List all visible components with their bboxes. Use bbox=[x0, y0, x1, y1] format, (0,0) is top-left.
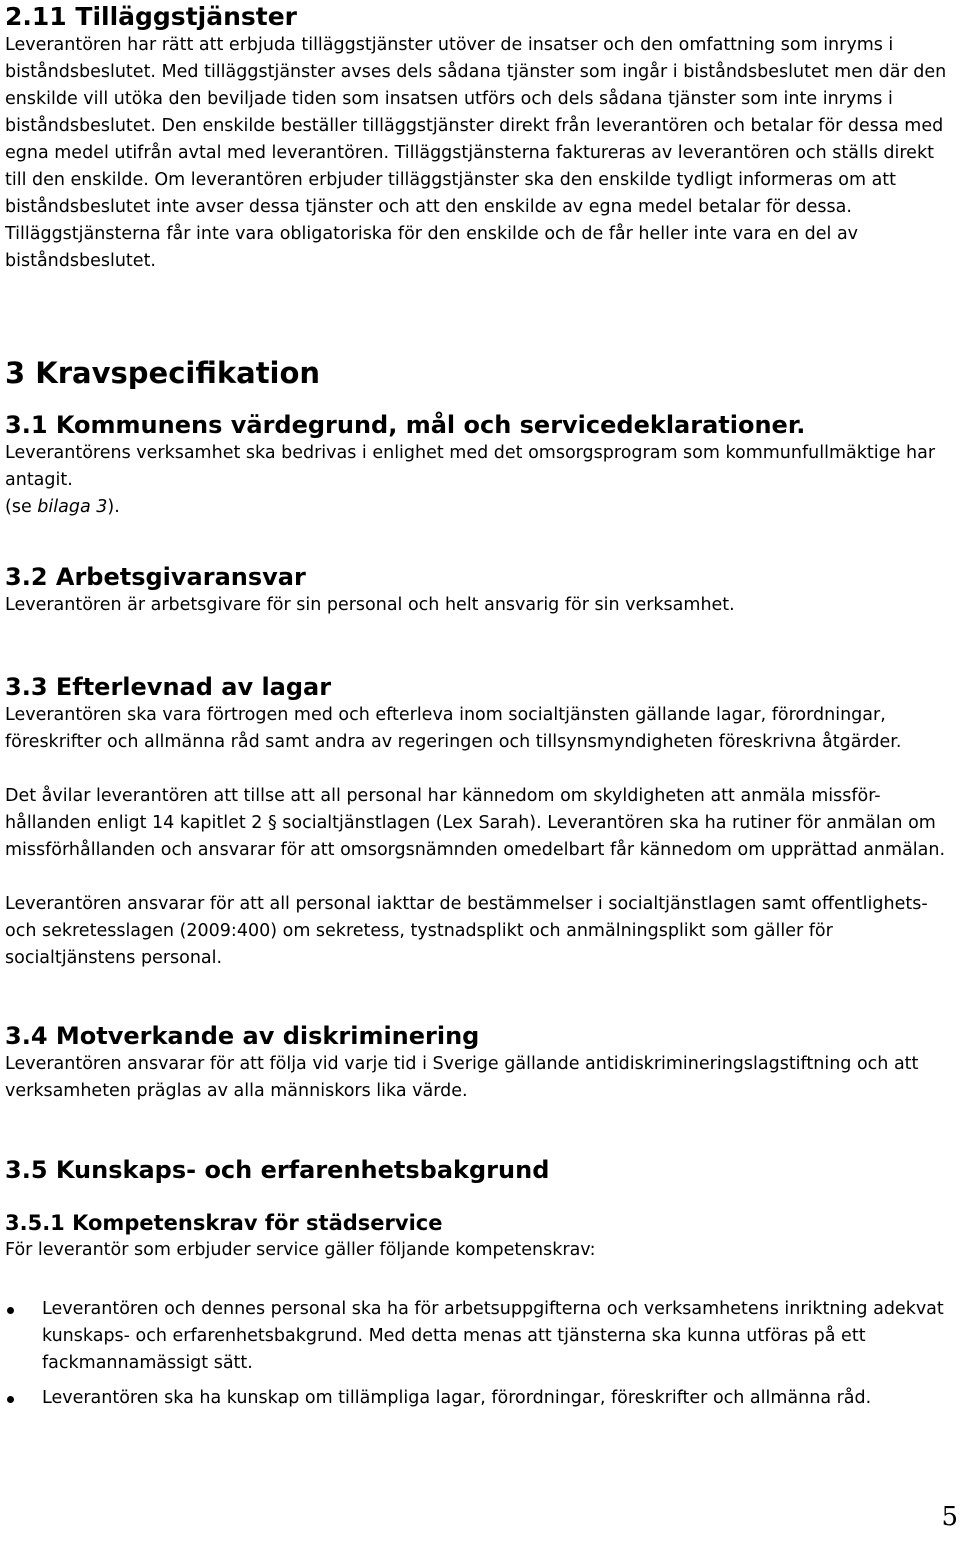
heading-3-5: 3.5 Kunskaps- och erfarenhetsbakgrund bbox=[5, 1156, 550, 1185]
heading-3-kravspecifikation: 3 Kravspecifikation bbox=[5, 356, 321, 390]
paragraph-bilaga-reference bbox=[5, 494, 957, 521]
heading-3-3: 3.3 Efterlevnad av lagar bbox=[5, 673, 332, 702]
paragraph-arbetsgivaransvar: Leverantören är arbetsgivare för sin personal och helt ansvarig för sin verksamhet. bbox=[5, 595, 735, 616]
paragraph-vardegrund: Leverantörens verksamhet ska bedrivas i enlighet med det omsorgsprogram som kommunfullmäktige har antagit. bbox=[5, 443, 936, 491]
kompetenskrav-list bbox=[5, 1296, 957, 1412]
ref-prefix: (se bbox=[5, 497, 38, 518]
heading-3-4: 3.4 Motverkande av diskriminering bbox=[5, 1022, 480, 1051]
heading-3-2: 3.2 Arbetsgivaransvar bbox=[5, 563, 306, 592]
paragraph-diskriminering: Leverantören ansvarar för att följa vid varje tid i Sverige gällande antidiskrimineringslagstiftning och att verksamheten präglas av alla människors lika värde. bbox=[5, 1054, 919, 1102]
paragraph-efterlevnad-1: Leverantören ska vara förtrogen med och efterleva inom socialtjänsten gällande lagar, förordningar, föreskrifter och allmänna råd samt andra av regeringen och tillsynsmyndigheten föreskrivna åtgärder. bbox=[5, 705, 902, 753]
heading-3-5-1: 3.5.1 Kompetenskrav för städservice bbox=[5, 1211, 443, 1236]
paragraph-efterlevnad-3: Leverantören ansvarar för att all personal iakttar de bestämmelser i socialtjänstlagen samt offentlighets- och sekretesslagen (2009:400) om sekretess, tystnadsplikt och anmälningsplikt som gäller för socialtjänstens personal. bbox=[5, 894, 928, 969]
paragraph-kompetenskrav-intro: För leverantör som erbjuder service gäller följande kompetenskrav: bbox=[5, 1240, 596, 1261]
list-item: Leverantören och dennes personal ska ha för arbetsuppgifterna och verksamhetens inriktning adekvat kunskaps- och erfarenhetsbakgrund. Med detta menas att tjänsterna ska kunna utföras på ett fackmannamässigt sätt. bbox=[5, 1296, 957, 1377]
list-item: Leverantören ska ha kunskap om tillämpliga lagar, förordningar, föreskrifter och allmänna råd. bbox=[5, 1385, 957, 1412]
page-number: 5 bbox=[941, 1502, 958, 1532]
paragraph-tillaggstjanster: Leverantören har rätt att erbjuda tilläggstjänster utöver de insatser och den omfattning som inryms i biståndsbeslutet. Med tilläggstjänster avses dels sådana tjänster som ingår i biståndsbeslutet men där den enskilde vill utöka den beviljade tiden som insatsen utförs och dels sådana tjänster som inte inryms i biståndsbeslutet. Den enskilde beställer tilläggstjänster direkt från leverantören och betalar för dessa med egna medel utifrån avtal med leverantören. Tilläggstjänsterna faktureras av leverantören och ställs direkt till den enskilde. Om leverantören erbjuder tilläggstjänster ska den enskilde tydligt informeras om att biståndsbeslutet inte avser dessa tjänster och att den enskilde av egna medel betalar för dessa. Tilläggstjänsterna får inte vara obligatoriska för den enskilde och de får heller inte vara en del av biståndsbeslutet. bbox=[5, 35, 947, 271]
heading-3-1: 3.1 Kommunens värdegrund, mål och servicedeklarationer. bbox=[5, 411, 806, 440]
document-page bbox=[5, 0, 957, 1412]
heading-2-11: 2.11 Tilläggstjänster bbox=[5, 2, 297, 31]
ref-suffix: ). bbox=[107, 497, 120, 518]
paragraph-efterlevnad-2: Det åvilar leverantören att tillse att all personal har kännedom om skyldigheten att anmäla missför-hållanden enligt 14 kapitlet 2 § socialtjänstlagen (Lex Sarah). Leverantören ska ha rutiner för anmälan om missförhållanden och ansvarar för att omsorgsnämnden omedelbart får kännedom om upprättad anmälan. bbox=[5, 786, 946, 861]
ref-bilaga: bilaga 3 bbox=[37, 497, 108, 518]
